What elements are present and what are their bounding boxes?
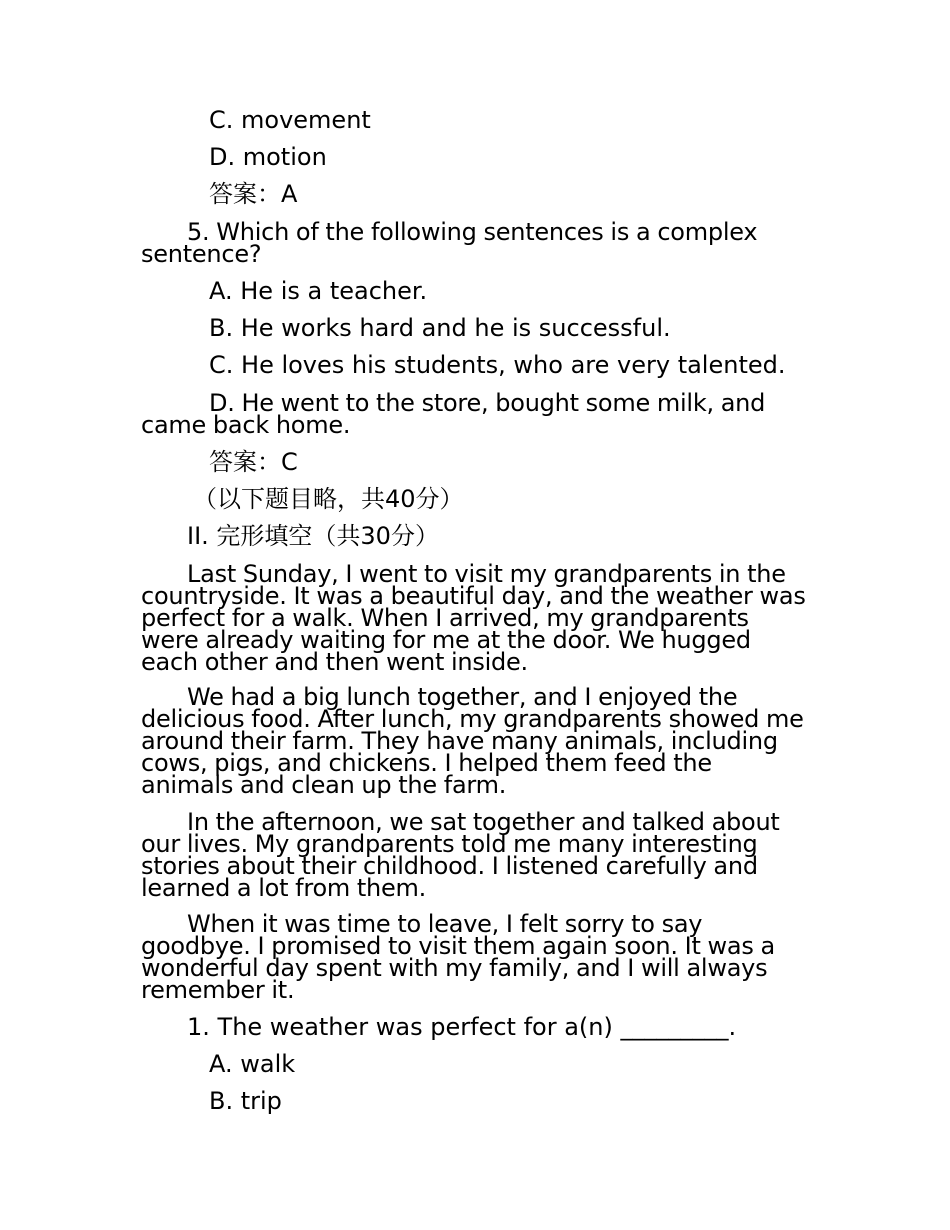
question5-answer: 答案：C: [209, 448, 298, 476]
question4-answer: 答案：A: [209, 180, 298, 208]
passage-paragraph: We had a big lunch together, and I enjoyed the delicious food. After lunch, my grandparents showed me around their farm. They have many animals, including cows, pigs, and chickens. I helped them feed the animals and clean up the farm.: [141, 683, 804, 799]
cloze-question1-stem: 1. The weather was perfect for a(n) _________.: [187, 1013, 737, 1041]
question5-option-d: D. He went to the store, bought some milk, and came back home.: [141, 389, 766, 439]
question4-option-d: D. motion: [209, 143, 327, 171]
question5-option-a: A. He is a teacher.: [209, 277, 428, 305]
question4-option-c: C. movement: [209, 106, 371, 134]
question5-stem: 5. Which of the following sentences is a complex sentence?: [141, 218, 758, 268]
omitted-questions-note: （以下题目略，共40分）: [193, 485, 464, 513]
cloze-question1-option-b: B. trip: [209, 1087, 282, 1115]
passage-paragraph: When it was time to leave, I felt sorry to say goodbye. I promised to visit them again soon. It was a wonderful day spent with my family, and I will always remember it.: [141, 910, 775, 1004]
passage-paragraph: In the afternoon, we sat together and talked about our lives. My grandparents told me many interesting stories about their childhood. I listened carefully and learned a lot from them.: [141, 808, 780, 902]
cloze-question1-option-a: A. walk: [209, 1050, 296, 1078]
passage-paragraph: Last Sunday, I went to visit my grandparents in the countryside. It was a beautiful day, and the weather was perfect for a walk. When I arrived, my grandparents were already waiting for me at the door. We hugged each other and then went inside.: [141, 560, 806, 676]
section-heading: II. 完形填空（共30分）: [187, 522, 439, 550]
question5-option-b: B. He works hard and he is successful.: [209, 314, 671, 342]
question5-option-c: C. He loves his students, who are very talented.: [209, 351, 786, 379]
